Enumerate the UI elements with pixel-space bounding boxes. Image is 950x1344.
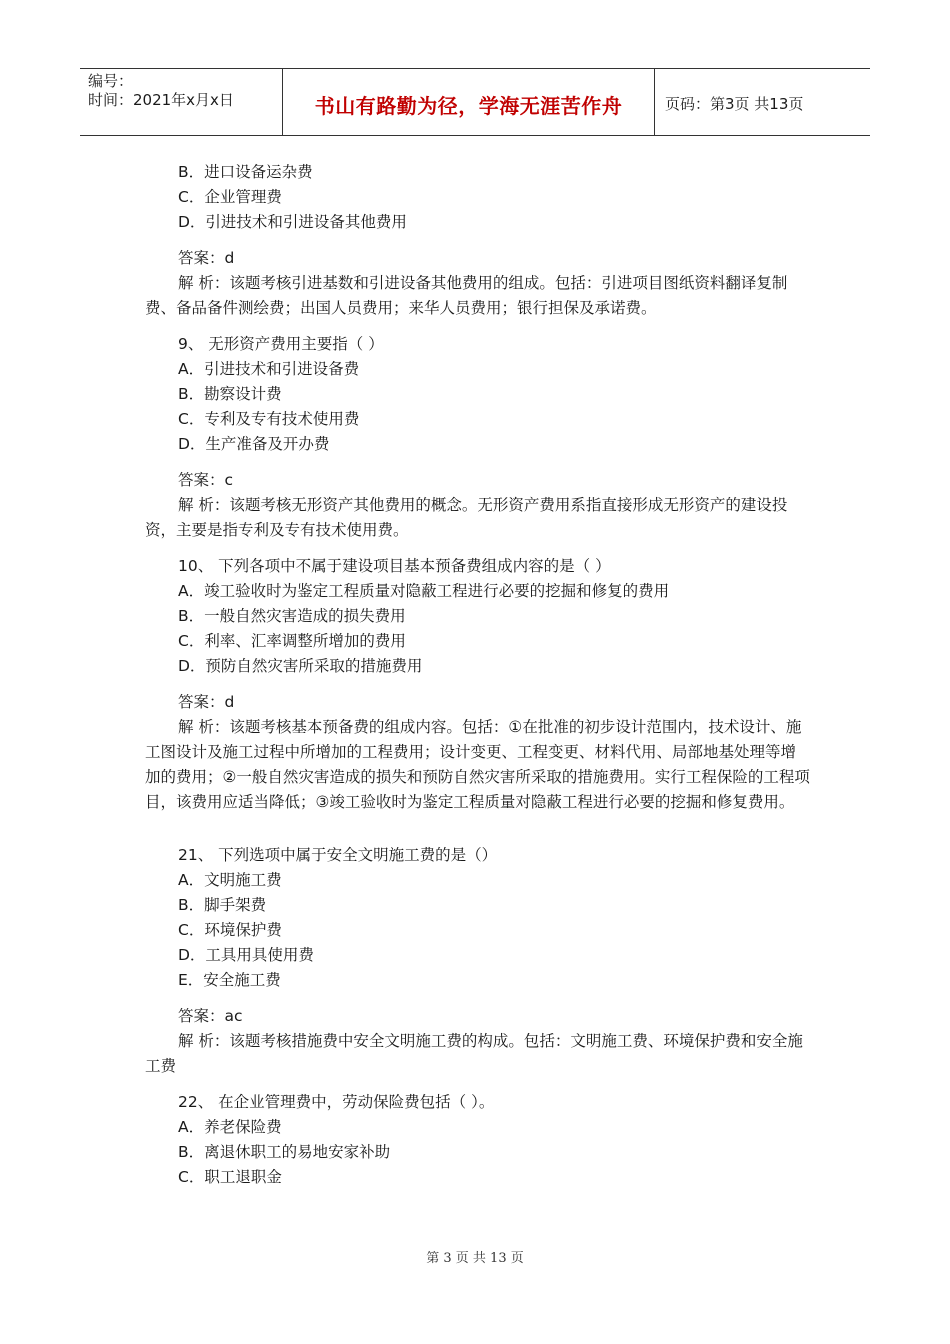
date-label: 时间：2021年x月x日 [88, 91, 234, 109]
text-line: 9、 无形资产费用主要指（ ） [178, 335, 384, 353]
text-line: 答案：ac [178, 1007, 243, 1025]
serial-label: 编号： [88, 72, 134, 90]
text-line: 21、 下列选项中属于安全文明施工费的是（） [178, 846, 498, 864]
text-line: D．生产准备及开办费 [178, 435, 330, 453]
text-line: C．环境保护费 [178, 921, 282, 939]
text-line: 解 析：该题考核引进基数和引进设备其他费用的组成。包括：引进项目图纸资料翻译复制费、备品备件测绘费；出国人员费用；来华人员费用；银行担保及承诺费。 [145, 274, 788, 317]
text-line: D．预防自然灾害所采取的措施费用 [178, 657, 423, 675]
text-line: B．脚手架费 [178, 896, 267, 914]
header-page-number: 页码：第3页 共13页 [665, 95, 804, 113]
header-divider [654, 69, 655, 136]
text-line: C．专利及专有技术使用费 [178, 410, 360, 428]
text-line: D．引进技术和引进设备其他费用 [178, 213, 407, 231]
text-line: C．企业管理费 [178, 188, 282, 206]
text-line: B．一般自然灾害造成的损失费用 [178, 607, 406, 625]
text-line: E．安全施工费 [178, 971, 281, 989]
text-line: A．竣工验收时为鉴定工程质量对隐蔽工程进行必要的挖掘和修复的费用 [178, 582, 670, 600]
text-line: 解 析：该题考核无形资产其他费用的概念。无形资产费用系指直接形成无形资产的建设投资，主要是指专利及专有技术使用费。 [145, 496, 788, 539]
text-line: 10、 下列各项中不属于建设项目基本预备费组成内容的是（ ） [178, 557, 611, 575]
text-line: B．勘察设计费 [178, 385, 282, 403]
text-line: 解 析：该题考核基本预备费的组成内容。包括：①在批准的初步设计范围内，技术设计、施工图设计及施工过程中所增加的工程费用；设计变更、工程变更、材料代用、局部地基处理等增加的费用；②一般自然灾害造成的损失和预防自然灾害所采取的措施费用。实行工程保险的工程项目，该费用应适当降低；③竣工验收时为鉴定工程质量对隐蔽工程进行必要的挖掘和修复费用。 [145, 718, 810, 811]
text-line: A．文明施工费 [178, 871, 282, 889]
text-line: 22、 在企业管理费中，劳动保险费包括（ ）。 [178, 1093, 495, 1111]
text-line: 答案：c [178, 471, 234, 489]
text-line: D．工具用具使用费 [178, 946, 314, 964]
page-header [80, 68, 870, 136]
text-line: A．引进技术和引进设备费 [178, 360, 360, 378]
text-line: C．职工退职金 [178, 1168, 282, 1186]
header-meta [88, 72, 234, 110]
text-line: B．进口设备运杂费 [178, 163, 313, 181]
text-line: 答案：d [178, 693, 235, 711]
page-footer: 第 3 页 共 13 页 [426, 1251, 524, 1266]
text-line: A．养老保险费 [178, 1118, 282, 1136]
document-body [145, 160, 810, 1190]
header-motto: 书山有路勤为径，学海无涯苦作舟 [314, 94, 623, 118]
text-line: 答案：d [178, 249, 235, 267]
text-line: 解 析：该题考核措施费中安全文明施工费的构成。包括：文明施工费、环境保护费和安全施工费 [145, 1032, 803, 1075]
text-line: C．利率、汇率调整所增加的费用 [178, 632, 406, 650]
text-line: B．离退休职工的易地安家补助 [178, 1143, 391, 1161]
